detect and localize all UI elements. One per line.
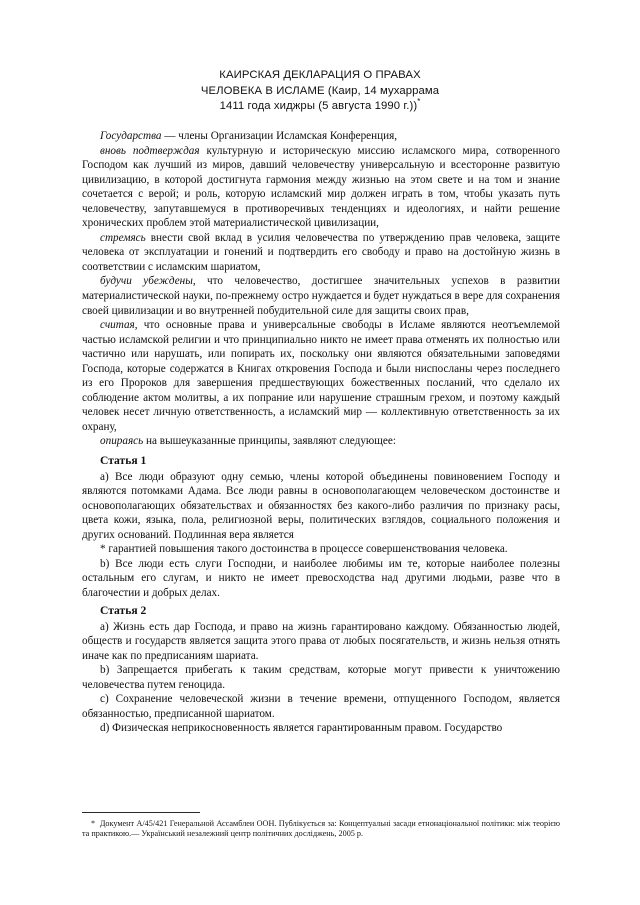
footnote-text <box>82 819 560 840</box>
preamble-clause-4-rest: , что основные права и универсальные свободы в Исламе являются неотъемлемой частью исламской религии и что принципиально никто не имеет права отменять их полностью или частично или нарушать, или попирать их, поскольку они являются обязательными заповедями Господа, которые содержатся в Книгах откровения Господа и были ниспосланы через последнего из его Пророков для завершения предшествующих божественных посланий, что сделало их соблюдение актом молитвы, а их попрание или нарушение страшным грехом, и поэтому каждый человек несет личную ответственность, а исламский мир — коллективную ответственность за их охрану, <box>82 319 560 433</box>
preamble-clause-5-rest: на вышеуказанные принципы, заявляют следующее: <box>143 435 396 448</box>
preamble-clause-3-rest: , что человечество, достигшее значительных успехов в развитии материалистической науки, по-прежнему остро нуждается и будет нуждаться в вере для сохранения своей цивилизации и во внутренней побудительной силе для защиты своих прав, <box>82 275 560 317</box>
title-line-1: КАИРСКАЯ ДЕКЛАРАЦИЯ О ПРАВАХ <box>219 69 421 81</box>
preamble-clause-2 <box>82 231 560 275</box>
article-1-heading: Статья 1 <box>100 453 147 467</box>
preamble-clause-3 <box>82 274 560 318</box>
preamble-clause-2-rest: внести свой вклад в усилия человечества по утверждению прав человека, защите человека от эксплуатации и гонений и подтвердить его свободу и право на достойную жизнь в соответствии с исламским шариатом, <box>82 231 560 273</box>
preamble-clause-4-lead: считая <box>100 319 135 332</box>
article-2-item-d: d) Физическая неприкосновенность является гарантированным правом. Государство <box>100 722 503 735</box>
preamble-opening-lead: Государства <box>100 130 162 142</box>
document-body <box>82 129 560 736</box>
article-1-item-a: a) Все люди образуют одну семью, члены которой объединены повиновением Господу и являются потомками Адама. Все люди равны в основополагающем человеческом достоинстве и основополагающих обязательствах и обязанностях без какого-либо различия по признаку расы, цвета кожи, языка, пола, религиозной веры, политических взглядов, социального положения и других оснований. Подлинная вера является <box>82 470 560 541</box>
preamble-clause-3-lead: будучи убеждены <box>100 275 193 288</box>
article-2-heading: Статья 2 <box>100 603 147 617</box>
article-1-footnote-continuation: * гарантией повышения такого достоинства в процессе совершенствования человека. <box>100 543 508 556</box>
article-1-item-b: b) Все люди есть слуги Господни, и наиболее любимы им те, которые наиболее полезны остальным его слугам, и никто не имеет превосходства над другими людьми, разве что в благочестии и добрых делах. <box>82 557 560 599</box>
article-2-item-b: b) Запрещается прибегать к таким средствам, которые могут привести к уничтожению человечества путем геноцида. <box>82 664 560 691</box>
preamble-clause-4 <box>82 318 560 434</box>
preamble-opening <box>82 129 560 144</box>
title-line-2: ЧЕЛОВЕКА В ИСЛАМЕ (Каир, 14 мухаррама <box>200 84 440 97</box>
preamble-clause-1-rest: культурную и историческую миссию исламского мира, сотворенного Господом как лучший из миров, давший человечеству универсальную и всесторонне развитую цивилизацию, в которой достигнута гармония между жизнью на этом свете и на том и знание сочетается с верой; и роль, которую исламский мир должен играть в том, чтобы указать путь человечеству, запутавшемуся в противоречивых тенденциях и идеологиях, и найти решение хронических проблем этой материалистической цивилизации, <box>82 144 560 230</box>
article-2-item-a: a) Жизнь есть дар Господа, и право на жизнь гарантировано каждому. Обязанностью людей, обществ и государств является защита этого права от любых посягательств, и жизнь нельзя отнять иначе как по предписаниям шариата. <box>82 620 560 662</box>
footnote-separator-rule <box>82 812 200 813</box>
footnote-body: Документ A/45/421 Генеральной Ассамблеи ООН. Публікується за: Концептуальні засади етнонаціональної політики: між теорією та практикою.— Український незалежний центр політичних досліджень, 2005 р. <box>82 819 561 839</box>
title-line-3-text: 1411 года хиджры (5 августа 1990 г.)) <box>219 100 418 113</box>
preamble-clause-2-lead: стремясь <box>100 231 146 244</box>
preamble-clause-1 <box>82 144 560 231</box>
preamble-opening-rest: — члены Организации Исламская Конференция, <box>161 130 398 142</box>
article-2-item-c: c) Сохранение человеческой жизни в течение времени, отпущенного Господом, является обязанностью, предписанной шариатом. <box>82 693 560 720</box>
title-footnote-marker: * <box>417 97 421 107</box>
preamble-clause-1-lead: вновь подтверждая <box>100 144 200 157</box>
title-line-3 <box>78 99 562 115</box>
footnote-area <box>82 812 560 840</box>
preamble-clause-5 <box>82 434 560 449</box>
preamble-clause-5-lead: опираясь <box>100 435 144 448</box>
footnote-marker: * <box>91 819 96 828</box>
document-title <box>78 68 562 115</box>
